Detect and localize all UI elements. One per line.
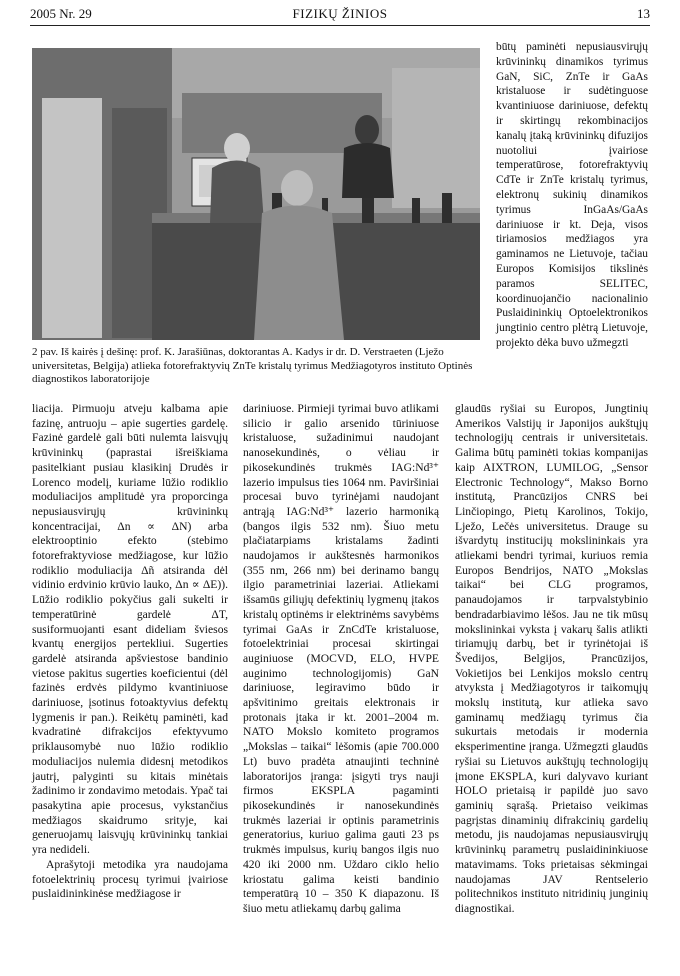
right-column-top-text: būtų paminėti nepusiausvirųjų krūvininkų dinamikos tyrimus GaN, SiC, ZnTe ir GaAs kristaluose ir sudėtinguose kvantiniuose dariniuose, defektų ir skirtingų rekombinacijos kanalų įtaką krūvininkų difuzijos nuotoliui įvairiose temperatūrose, fotorefraktyvių CdTe ir ZnTe kristalų tyrimus, elektronų sukinių dinamikos tyrimus InGaAs/GaAs dariniuose ir kt. Deja, visos tiriamosios medžiagos yra gaminamos ne Lietuvoje, tačiau Europos Komisijos tikslinės paramos SELITEC, koordinuojančio nacionalinio Puslaidininkių Optoelektronikos jungtinio centro plėtrą Lietuvoje, projekto dėka buvo užmegzti (496, 41, 648, 349)
journal-title: FIZIKŲ ŽINIOS (292, 6, 388, 21)
left-column-paragraph: Aprašytoji metodika yra naudojama fotoelektrinių procesų tyrimui įvairiose puslaidininkinėse medžiagose ir (32, 857, 228, 901)
figure-caption: 2 pav. Iš kairės į dešinę: prof. K. Jarašiūnas, doktorantas A. Kadys ir dr. D. Verstraeten (Lježo universitetas, Belgija) atlieka fotorefraktyvių ZnTe kristalų tyrimus Medžiagotyros instituto Optinės diagnostikos laboratorijoje (32, 346, 473, 385)
left-column (32, 402, 228, 902)
middle-column (243, 402, 439, 917)
right-column-bottom (455, 402, 648, 917)
right-column-paragraph: glaudūs ryšiai su Europos, Jungtinių Amerikos Valstijų ir Japonijos aukštųjų technologijų centrais ir universitetais. Galima būtų paminėti tokias kompanijas kaip AIXTRON, LUMILOG, „Sensor Electronic Technology“, Makso Borno institutą, Prancūzijos CNRS bei Linčiopingo, Pietų Karolinos, Tokijo, Lježo, Lečės universitetus. Drauge su išvardytų institucijų mokslininkais yra atliekami bendri tyrimai, kuriuos remia Europos Bendrijos, NATO „Mokslas taikai“ bei CLG programos, panaudojamos ir tarpvalstybinio bendradarbiavimo lėšos. Jau ne tik mūsų mokslininkai vyksta į vakarų šalis atlikti tiriamųjų darbų, bet ir tyrinėtojai iš Švedijos, Belgijos, Prancūzijos, Vokietijos bei Lenkijos mokslo centrų atvyksta į Medžiagotyros ir taikomųjų mokslų institutą, kur atlieka savo gaminamų medžiagų tyrimus čia sukurtais metodais ir modernia eksperimentine įranga. Užmegzti glaudūs ryšiai su Lietuvos aukštųjų technologijų įmone EKSPLA, kuri dalyvavo kuriant HOLO prietaisą ir papildė juo savo gaminių sąrašą. Prietaiso veikimas pagrįstas dinaminių difrakcinių gardelių metodu, jis naudojamas nepusiausvirųjų krūvininkų parametrų puslaidininkiuose matavimams. Toks prietaisas sėkmingai naudojamas JAV Rentselerio politechnikos instituto nitridinių junginių diagnostikai. (455, 402, 648, 915)
page-number: 13 (637, 6, 650, 21)
left-column-paragraph: liacija. Pirmuoju atveju kalbama apie fazinę, antruoju – apie sugerties gardelę. Fazinė gardelė gali būti nulemta laisvųjų krūvininkų (paprastai išreiškiama pasitelkiant pusiau klasikinį Drudės ir Lorenco modelį, kuriame lūžio rodiklio moduliacijos amplitudė yra proporcinga nepusiausvirųjų krūvininkų koncentracijai, Δn ∝ ΔN) arba elektrooptinio efekto (stebimo fotorefraktyviose medžiagose, kur lūžio rodiklio moduliacija Δñ atsiranda dėl vidinio erdvinio krūvio lauko, Δn ∝ ΔE)). Lūžio rodiklio pokyčius gali sukelti ir temperatūrinė gardelė ΔT, susiformuojanti esant dideliam šviesos kvantų energijos pertekliui. Sugerties gardelė atsiranda apšviestose bandinio vietose pakitus sugerties koeficientui (dėl fazinės erdvės pildymo kvantiniuose dariniuose, įsotinus fotoaktyvius defektų lygmenis ir pan.). Reikėtų paminėti, kad kvadratinė difrakcijos efektyvumo priklausomybė nuo lūžio rodiklio moduliacijos nulemia didesnį metodikos jautrį, palyginti su kitais minėtais žadinimo ir zondavimo metodais. Ypač tai pasakytina apie procesus, vykstančius medžiagos skaidrumo srityje, kai generuojamų laisvųjų krūvininkų tankiai yra nedideli. (32, 402, 228, 857)
laboratory-photo (32, 48, 480, 340)
middle-column-paragraph: dariniuose. Pirmieji tyrimai buvo atlikami silicio ir galio arsenido tūriniuose kristaluose, sužadinimui naudojant nanosekundinės, o vėliau ir pikosekundinės trukmės IAG:Nd³⁺ lazerio impulsus ties 1064 nm. Paviršiniai procesai buvo tyrinėjami naudojant antrąją IAG:Nd³⁺ lazerio harmoniką (bangos ilgis 532 nm). Šiuo metu plačiatarpiams kristalams žadinti naudojamos ir aukštesnės harmonikos (355 nm, 266 nm) bei derinamo bangų ilgio parametriniai lazeriai. Atliekami išsamūs giliųjų defektinių lygmenų įtakos kristalų optinėms ir elektrinėms savybėms tyrimai GaAs ir ZnCdTe kristaluose, fotoelektriniai procesai skirtingai auginiuose (MOCVD, ELO, HVPE auginimo technologijomis) GaN dariniuose, legiravimo būdo ir apšvitinimo greitais elektronais ir protonais įtaka ir kt. 2001–2004 m. NATO Mokslo komiteto programos „Mokslas – taikai“ lėšomis (apie 700.000 Lt) buvo pradėta atnaujinti techninė laboratorijos įranga: įsigyti trys nauji firmos EKSPLA pagaminti pikosekundinės ir nanosekundinės trukmės lazeriai ir optinis parametrinis generatorius, kuriuo galima gauti 23 ps trukmės impulsus, kurių bangos ilgis nuo 420 iki 2000 nm. Uždaro ciklo helio kriostatu galima keisti bandinio temperatūrą 10 – 350 K diapazonu. Iš šiuo metu atliekamų darbų galima (243, 402, 439, 915)
issue-number: 2005 Nr. 29 (30, 6, 92, 21)
header-rule (30, 25, 650, 26)
